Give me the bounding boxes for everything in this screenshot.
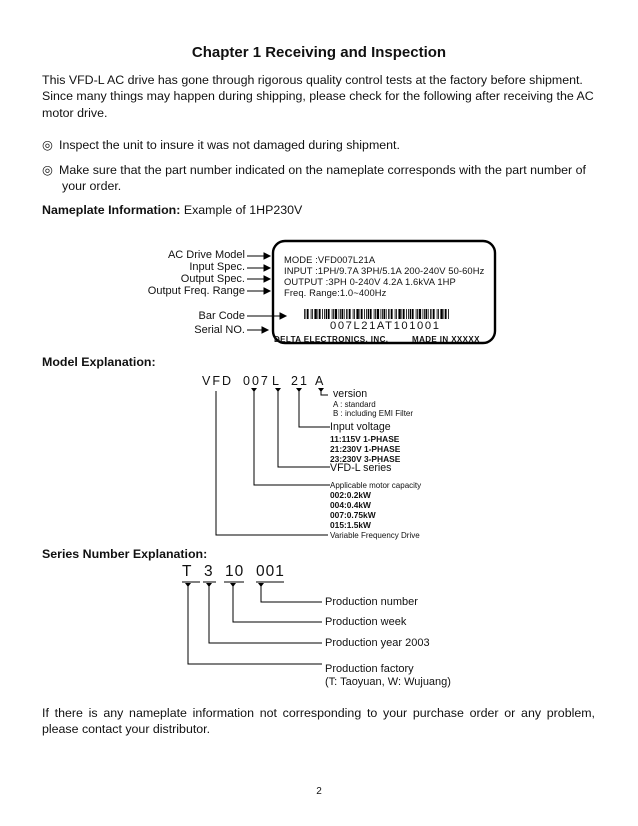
page-number: 2 [316,786,322,797]
nameplate-line-mode: MODE :VFD007L21A [284,254,376,265]
nameplate-line-output: OUTPUT :3PH 0-240V 4.2A 1.6kVA 1HP [284,276,456,287]
input-voltage-11: 11:115V 1-PHASE [330,434,400,444]
serial-heading: Series Number Explanation: [42,547,208,561]
nameplate-line-freq: Freq. Range:1.0~400Hz [284,287,387,298]
input-voltage-23: 23:230V 3-PHASE [330,454,401,464]
bullet-mark-icon: ◎ [42,163,53,177]
barcode [304,309,449,319]
page-title: Chapter 1 Receiving and Inspection [191,44,447,61]
label-output-spec: Output Spec. [180,273,245,285]
vfd-label: Variable Frequency Drive [330,531,420,540]
nameplate-footer-left: DELTA ELECTRONICS, INC. [274,335,389,344]
bullet-part-number [42,162,612,195]
nameplate-serial: 007L21AT101001 [330,320,441,332]
nameplate-heading-label: Nameplate Information: [42,203,181,217]
label-arrows [247,253,286,333]
nameplate-footer-right: MADE IN XXXXX [412,335,480,344]
input-voltage-21: 21:230V 1-PHASE [330,444,401,454]
model-part-vfd: VFD [202,374,233,388]
nameplate-heading [42,202,602,218]
serial-part-week: 10 [225,563,245,580]
serial-part-number: 001 [256,563,285,580]
capacity-004: 004:0.4kW [330,500,371,510]
bullet-inspect [42,137,612,153]
capacity-002: 002:0.2kW [330,490,371,500]
label-output-freq-range: Output Freq. Range [147,285,245,297]
label-serial-no: Serial NO. [194,324,245,336]
label-ac-drive-model: AC Drive Model [167,249,245,261]
version-b: B : including EMI Filter [333,409,414,418]
bullet-text: Inspect the unit to insure it was not damaged during shipment. [59,138,400,152]
bullet-text-line2: your order. [62,179,122,194]
version-title: version [333,388,368,400]
production-factory: Production factory [325,663,414,675]
serial-part-year: 3 [204,563,214,580]
model-part-version: A [315,374,326,388]
version-a: A : standard [333,400,376,409]
bullet-mark-icon: ◎ [42,138,53,152]
intro-paragraph: This VFD-L AC drive has gone through rigorous quality control tests at the factory before shipment. Since many things may happen during shipping, please check for the following after receiving the AC motor drive. [42,73,594,120]
production-week: Production week [325,616,407,628]
capacity-007: 007:0.75kW [330,510,376,520]
model-part-series: L [272,374,281,388]
serial-part-factory: T [182,563,193,580]
closing-paragraph: If there is any nameplate information not corresponding to your purchase order or any problem, please contact your distributor. [42,706,595,737]
nameplate-heading-rest: Example of 1HP230V [180,203,303,217]
production-number: Production number [325,596,418,608]
capacity-title: Applicable motor capacity [330,481,422,490]
production-year: Production year 2003 [325,637,430,649]
label-bar-code: Bar Code [198,310,245,322]
model-heading: Model Explanation: [42,355,156,369]
series-label: VFD-L series [330,462,392,474]
input-voltage-title: Input voltage [330,421,391,433]
bullet-text-line1: Make sure that the part number indicated on the nameplate corresponds with the part number of [59,163,586,177]
model-part-voltage: 21 [291,374,309,388]
model-connector-lines [200,385,340,540]
nameplate-line-input: INPUT :1PH/9.7A 3PH/5.1A 200-240V 50-60Hz [284,265,485,276]
label-input-spec: Input Spec. [189,261,245,273]
capacity-015: 015:1.5kW [330,520,371,530]
factory-note: (T: Taoyuan, W: Wujuang) [325,676,451,688]
model-part-capacity: 007 [243,374,270,388]
serial-connector-lines [180,580,330,670]
